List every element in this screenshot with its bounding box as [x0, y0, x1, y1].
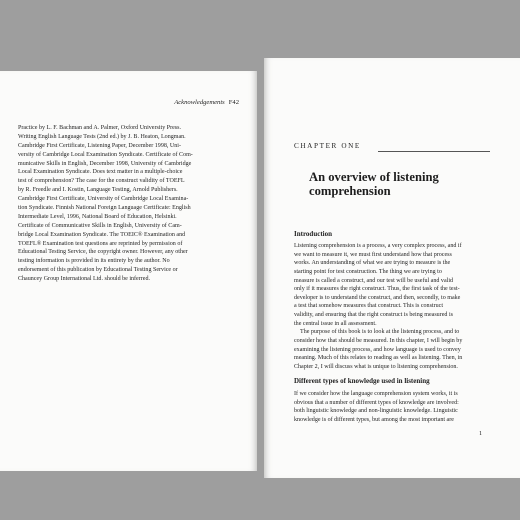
text-line: consider how that should be measured. In this chapter, I will begin by	[294, 338, 463, 345]
text-line: Cambridge First Certificate, University of Cambridge Local Examina-	[18, 196, 189, 203]
text-line: the central issue in all assessment.	[294, 320, 377, 327]
text-line: examining the listening process, and how language is used to convey	[294, 346, 461, 353]
text-line: Practice by L. F. Bachman and A. Palmer, Oxford University Press.	[18, 125, 182, 131]
text-line: endorsement of this publication by Educational Testing Service or	[18, 267, 178, 274]
chapter-title	[309, 170, 439, 198]
right-page-number: 1	[479, 430, 483, 437]
text-line: versity of Cambridge Local Examination Syndicate. Certificate of Com-	[18, 151, 193, 158]
text-line: by R. Freedle and I. Kostin, Language Testing, Arnold Publishers.	[18, 187, 178, 194]
left-page-number: F42	[228, 99, 239, 106]
text-line: Intermediate Level, 1996, National Board of Education, Helsinki.	[18, 213, 177, 220]
text-line: knowledge is of different types, but among the most important are	[294, 416, 454, 423]
text-line: a test that somehow measures that construct. This is construct	[294, 303, 444, 310]
section-paragraph	[294, 390, 494, 425]
text-line: meaning. Much of this relates to reading as well as listening. Then, in	[294, 355, 463, 362]
text-line: works. An understanding of what we are trying to measure is the	[294, 260, 451, 267]
section-heading: Different types of knowledge used in listening	[294, 377, 430, 385]
text-line: developer is to understand the construct, and then, secondly, to make	[294, 294, 461, 301]
text-line: The purpose of this book is to look at the listening process, and to	[300, 329, 460, 336]
text-line: starting point for test construction. The thing we are trying to	[294, 268, 442, 275]
running-head	[174, 99, 239, 106]
text-line: Cambridge First Certificate, Listening Paper, December 1998, Uni-	[18, 142, 181, 149]
text-line: Chapter 2, I will discuss what is unique to listening comprehension.	[294, 363, 458, 370]
text-line: Certificate of Communicative Skills in English, University of Cam-	[18, 222, 182, 229]
text-line: obvious that a number of different types of knowledge are involved:	[294, 399, 459, 406]
chapter-rule	[378, 151, 490, 152]
text-line: Chauncey Group International Ltd. should be inferred.	[18, 276, 150, 283]
chapter-label: CHAPTER ONE	[294, 142, 361, 150]
left-page	[0, 71, 257, 471]
text-line: TOEFL® Examination test questions are reprinted by permission of	[18, 240, 183, 247]
text-line: validity, and ensuring that the right construct is being measured is	[294, 312, 453, 319]
chapter-title-line: An overview of listening	[309, 170, 439, 184]
text-line: testing information is provided in its entirety by the author. No	[18, 258, 170, 265]
right-page	[264, 58, 520, 478]
text-line: Educational Testing Service, the copyright owner. However, any other	[18, 249, 188, 256]
introduction-heading: Introduction	[294, 230, 332, 238]
text-line: bridge Local Examination Syndicate. The TOEIC® Examination and	[18, 231, 186, 238]
text-line: test of comprehension? The case for the construct validity of TOEFL	[18, 178, 185, 185]
chapter-title-line: comprehension	[309, 184, 391, 198]
intro-paragraph	[294, 242, 494, 372]
text-line: If we consider how the language comprehension system works, it is	[294, 391, 458, 397]
text-line: Listening comprehension is a process, a very complex process, and if	[294, 243, 462, 249]
text-line: Local Examination Syndicate. Does text matter in a multiple-choice	[18, 169, 183, 176]
running-head-title: Acknowledgements	[174, 99, 225, 106]
text-line: only if it measures the right construct. Thus, the first task of the test-	[294, 286, 460, 293]
acknowledgements-text	[18, 124, 245, 284]
text-line: municative Skills in English, December 1998, University of Cambridge	[18, 160, 192, 167]
text-line: we want to measure it, we must first understand how that process	[294, 251, 452, 258]
text-line: measure is called a construct, and our test will be useful and valid	[294, 277, 454, 284]
text-line: both linguistic knowledge and non-linguistic knowledge. Linguistic	[294, 408, 458, 415]
text-line: tion Syndicate. Finnish National Foreign Language Certificate: English	[18, 205, 191, 212]
text-line: Writing English Language Tests (2nd ed.) by J. B. Heaton, Longman.	[18, 133, 186, 140]
